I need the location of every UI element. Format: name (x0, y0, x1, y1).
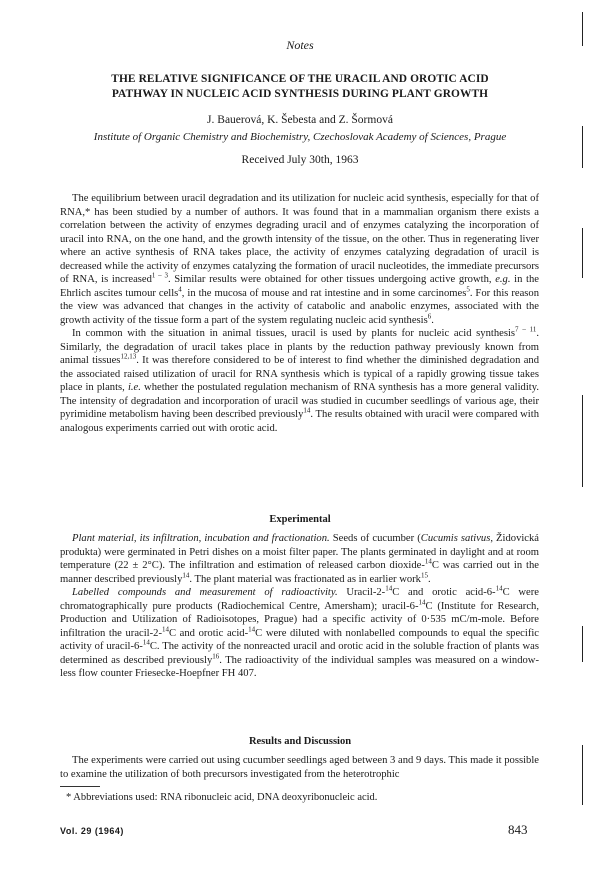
text-run: . (427, 573, 431, 585)
title-line-2: PATHWAY IN NUCLEIC ACID SYNTHESIS DURING PLANT GROWTH (111, 87, 489, 100)
text-run: . Similarly, the degradation of uracil takes place in plants by the reduction pathway previously known from animal tissues (60, 328, 540, 366)
margin-mark (582, 745, 583, 805)
text-run: . The plant material was fractionated as in earlier work (189, 573, 421, 585)
reference-sup: 6 (427, 311, 432, 320)
reference-sup: 1 – 3 (151, 271, 168, 280)
results-paragraph-1: The experiments were carried out using cucumber seedlings aged between 3 and 9 days. This made it possible to examine the utilization of both precursors investigated from the heterotrophic (60, 755, 539, 780)
footnote-divider (60, 786, 100, 787)
page-number: 843 (508, 822, 528, 837)
margin-mark (582, 626, 583, 662)
margin-mark (582, 12, 583, 46)
reference-sup: 14 (182, 570, 190, 579)
section-header: Notes (286, 38, 314, 52)
text-run: Seeds of cucumber ( (329, 533, 421, 544)
footnote: * Abbreviations used: RNA ribonucleic acid, DNA deoxyribonucleic acid. (66, 792, 378, 803)
received-date: Received July 30th, 1963 (241, 154, 359, 166)
text-run: C and orotic acid- (168, 627, 249, 639)
reference-sup: 15 (420, 570, 428, 579)
text-run: . Similar results were obtained for other tissues undergoing active growth, (167, 274, 496, 285)
margin-mark (582, 395, 583, 487)
reference-sup: 14 (303, 406, 311, 415)
title-line-1: THE RELATIVE SIGNIFICANCE OF THE URACIL AND OROTIC ACID (111, 73, 489, 85)
text-run: whether the postulated regulation mechanism of RNA synthesis has a more general validity. The intensity of degradation and incorporation of uracil was studied in cucumber seedlings of various age, their pyrimidine metabolism having been described previously (60, 382, 539, 420)
text-run: C. The activity of the nonreacted uracil and orotic acid in the soluble fraction of plants was determined as described previously (60, 641, 539, 666)
reference-sup: 12,13 (120, 352, 137, 361)
intro-paragraph-2 (60, 327, 539, 435)
text-run: The equilibrium between uracil degradation and its utilization for nucleic acid synthesis, especially for that of RNA,* has been studied by a number of authors. It was found that in a mammalian organism there exists a correlation between the activity of enzymes degrading uracil and of enzymes catalyzing the incorporation of uracil into RNA, on the one hand, and the growth intensity of the tissue, on the other. Thus in regenerating liver where an active synthesis of RNA takes place, the activity of enzymes catalyzing degradation of uracil is decreased while the activity of enzymes catalyzing the formation of uracil nucleotides, the immediate precursors of RNA, is increased (60, 193, 539, 285)
experimental-paragraph-2 (60, 586, 539, 681)
text-run: Uracil-2- (337, 587, 386, 598)
text-run: In common with the situation in animal tissues, uracil is used by plants for nucleic acid synthesis (72, 328, 516, 339)
affiliation: Institute of Organic Chemistry and Biochemistry, Czechoslovak Academy of Sciences, Prague (93, 131, 507, 143)
text-run: C were diluted with nonlabelled compounds to equal the specific activity of uracil-6- (60, 627, 540, 652)
paragraph-lead: Labelled compounds and measurement of radioactivity. (72, 587, 338, 598)
text-run: C were chromatographically pure products (Radiochemical Centre, Amersham); uracil-6- (60, 587, 539, 612)
text-run: in the Ehrlich ascites tumour cells (60, 274, 539, 299)
text-italic: i.e. (127, 382, 141, 393)
experimental-section (60, 532, 539, 681)
reference-sup: 5 (466, 284, 470, 293)
species-name: Cucumis sativus (420, 533, 491, 544)
margin-mark (582, 126, 583, 168)
reference-sup: 16 (212, 651, 220, 660)
authors: J. Bauerová, K. Šebesta and Z. Šormová (207, 114, 393, 126)
isotope-sup: 14 (385, 584, 393, 593)
volume-label: Vol. 29 (1964) (60, 826, 124, 836)
paragraph-lead: Plant material, its infiltration, incubation and fractionation. (72, 533, 330, 544)
margin-mark (582, 228, 583, 278)
text-run: . The results obtained with uracil were compared with analogous experiments carried out with orotic acid. (60, 409, 539, 434)
intro-paragraph-1 (60, 192, 539, 327)
isotope-sup: 14 (248, 624, 256, 633)
reference-sup: 4 (178, 284, 182, 293)
article-title (60, 72, 540, 101)
text-run: , Židovická produkta) were germinated in Petri dishes on a moist filter paper. The plants germinated in daylight and at room temperature (22 ± 2°C). The infiltration and estimation of released carbon dioxide- (60, 533, 540, 571)
text-run: . It was therefore considered to be of interest to find whether the diminished degradation and the associated raised utilization of uracil for RNA synthesis which is typical of a rapidly growing tissue takes place in plants, (60, 355, 540, 393)
introduction (60, 192, 539, 435)
isotope-sup: 14 (142, 638, 150, 647)
isotope-sup: 14 (424, 557, 432, 566)
text-run: C (Institute for Research, Production and Utilization of Radioisotopes, Prague) had a specific activity of 0·535 mC/m-mole. Before infiltration the uracil-2- (60, 600, 539, 639)
isotope-sup: 14 (495, 584, 503, 593)
text-run: . The radioactivity of the individual samples was measured on a window-less flow counter Friesecke-Hoepfner FH 407. (60, 654, 539, 679)
experimental-heading: Experimental (269, 514, 331, 525)
text-run: C was carried out in the manner described previously (60, 560, 539, 585)
results-heading: Results and Discussion (248, 736, 352, 747)
text-run: . (431, 314, 434, 326)
text-run: C and orotic acid-6- (392, 587, 496, 598)
reference-sup: 7 – 11 (515, 325, 537, 334)
results-section (60, 754, 539, 781)
text-run: , in the mucosa of mouse and rat intestine and in some carcinomes (181, 287, 467, 299)
text-italic: e.g. (495, 274, 511, 285)
isotope-sup: 14 (418, 597, 426, 606)
experimental-paragraph-1 (60, 532, 539, 586)
text-run: . For this reason the view was advanced that changes in the activity of catabolic and anabolic enzymes, associated with the growth activity of the tissue form a part of the system regulating nucleic acid synthesis (60, 287, 539, 326)
isotope-sup: 14 (161, 624, 169, 633)
